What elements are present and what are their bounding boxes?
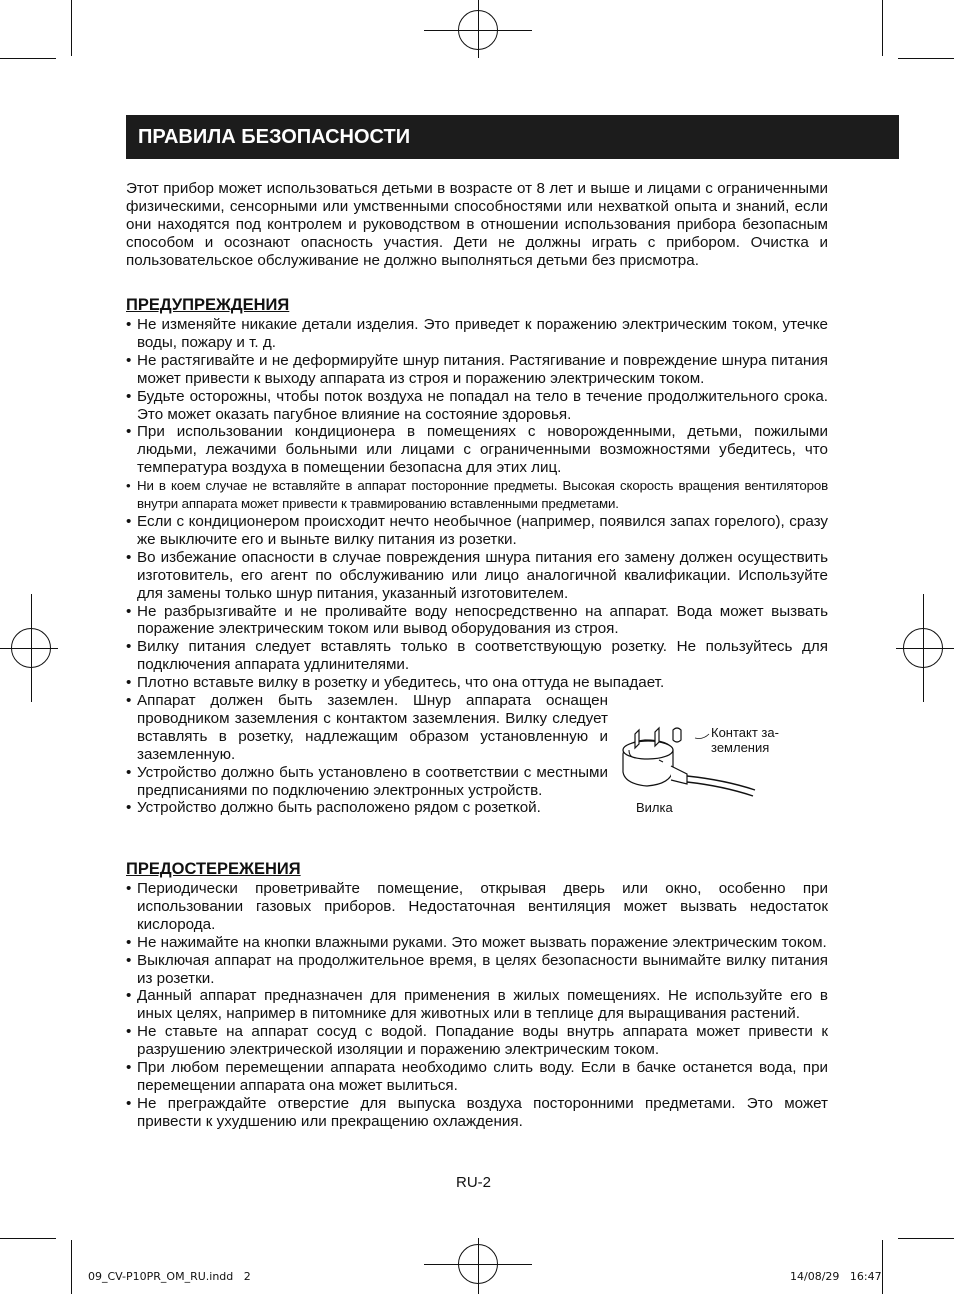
crop-mark bbox=[882, 1240, 883, 1294]
warnings-heading: ПРЕДУПРЕЖДЕНИЯ bbox=[126, 296, 290, 314]
list-item: • Не разбрызгивайте и не проливайте воду непосредственно на аппарат. Вода может вызвать поражение электрическим током или вывод оборудования из строя. bbox=[126, 603, 828, 639]
grounding-contact-label bbox=[711, 725, 779, 755]
list-item: • Не преграждайте отверстие для выпуска воздуха посторонними предметами. Это может привести к ухудшению или прекращению охлаждения. bbox=[126, 1095, 828, 1131]
plug-label: Вилка bbox=[636, 800, 673, 815]
list-item: • Выключая аппарат на продолжительное время, в целях безопасности вынимайте вилку питания из розетки. bbox=[126, 952, 828, 988]
list-item: • Если с кондиционером происходит нечто необычное (например, появился запах горелого), сразу же выключите его и выньте вилку питания из розетки. bbox=[126, 513, 828, 549]
list-item: • Не нажимайте на кнопки влажными руками. Это может вызвать поражение электрическим током. bbox=[126, 934, 828, 952]
intro-paragraph: Этот прибор может использоваться детьми в возрасте от 8 лет и выше и лицами с ограниченными физическими, сенсорными или умственными способностями или нехваткой опыта и знаний, если они находятся под контролем и руководством в отношении использования прибора безопасным способом и осознают опасность участия. Дети не должны играть с прибором. Очистка и пользовательское обслуживание не должно выполняться детьми без присмотра. bbox=[126, 180, 828, 269]
grounding-contact-label-line1: Контакт за- bbox=[711, 725, 779, 740]
list-item: • Вилку питания следует вставлять только в соответствующую розетку. Не пользуйтесь для подключения аппарата удлинителями. bbox=[126, 638, 828, 674]
cautions-heading: ПРЕДОСТЕРЕЖЕНИЯ bbox=[126, 860, 301, 878]
list-item: • Будьте осторожны, чтобы поток воздуха не попадал на тело в течение продолжительного срока. Это может оказать пагубное влияние на состояние здоровья. bbox=[126, 388, 828, 424]
list-item: • Не растягивайте и не деформируйте шнур питания. Растягивание и повреждение шнура питания может привести к выходу аппарата из строя и поражению электрическим током. bbox=[126, 352, 828, 388]
crop-mark bbox=[898, 58, 954, 59]
list-item: • Данный аппарат предназначен для применения в жилых помещениях. Не используйте его в иных целях, например в питомнике для животных или в теплице для выращивания растений. bbox=[126, 987, 828, 1023]
crop-mark bbox=[71, 0, 72, 56]
grounding-contact-label-line2: земления bbox=[711, 740, 770, 755]
crop-mark bbox=[0, 58, 56, 59]
list-item: • Плотно вставьте вилку в розетку и убедитесь, что она оттуда не выпадает. bbox=[126, 674, 828, 692]
list-item: • Периодически проветривайте помещение, открывая дверь или окно, особенно при использовании газовых приборов. Недостаточная вентиляция может вызвать недостаток кислорода. bbox=[126, 880, 828, 934]
list-item: • Устройство должно быть установлено в соответствии с местными предписаниями по подключению электронных устройств. bbox=[126, 764, 608, 800]
list-item: • Во избежание опасности в случае повреждения шнура питания его замену должен осуществить изготовитель, его агент по обслуживанию или лицо аналогичной квалификации. Используйте для замены только шнур питания, указанный изготовителем. bbox=[126, 549, 828, 603]
page-number: RU-2 bbox=[456, 1174, 492, 1191]
list-item: • Не ставьте на аппарат сосуд с водой. Попадание воды внутрь аппарата может привести к разрушению электрической изоляции и поражению электрическим током. bbox=[126, 1023, 828, 1059]
page-title: ПРАВИЛА БЕЗОПАСНОСТИ bbox=[126, 115, 899, 159]
crop-mark bbox=[71, 1240, 72, 1294]
cautions-list bbox=[126, 880, 828, 1131]
list-item: • Ни в коем случае не вставляйте в аппарат посторонние предметы. Высокая скорость вращения вентиляторов внутри аппарата может привести к травмированию вставленными предметами. bbox=[126, 477, 828, 513]
list-item: • Не изменяйте никакие детали изделия. Это приведет к поражению электрическим током, утечке воды, пожару и т. д. bbox=[126, 316, 828, 352]
list-item: • Устройство должно быть расположено рядом с розеткой. bbox=[126, 799, 828, 817]
slug-timestamp: 14/08/29 16:47 bbox=[790, 1270, 882, 1283]
list-item: • При любом перемещении аппарата необходимо слить воду. Если в бачке останется вода, при перемещении аппарата она может вылиться. bbox=[126, 1059, 828, 1095]
crop-mark bbox=[898, 1238, 954, 1239]
list-item: • При использовании кондиционера в помещениях с новорожденными, детьми, пожилыми людьми, лежачими больными или лицами с ограниченными возможностями убедитесь, что температура воздуха в помещении безопасна для этих лиц. bbox=[126, 423, 828, 477]
crop-mark bbox=[882, 0, 883, 56]
list-item: • Аппарат должен быть заземлен. Шнур аппарата оснащен проводником заземления с контактом заземления. Вилку следует вставлять в розетку, надлежащим образом установленную и заземленную. bbox=[126, 692, 608, 764]
crop-mark bbox=[0, 1238, 56, 1239]
slug-filename: 09_CV-P10PR_OM_RU.indd 2 bbox=[88, 1270, 251, 1283]
